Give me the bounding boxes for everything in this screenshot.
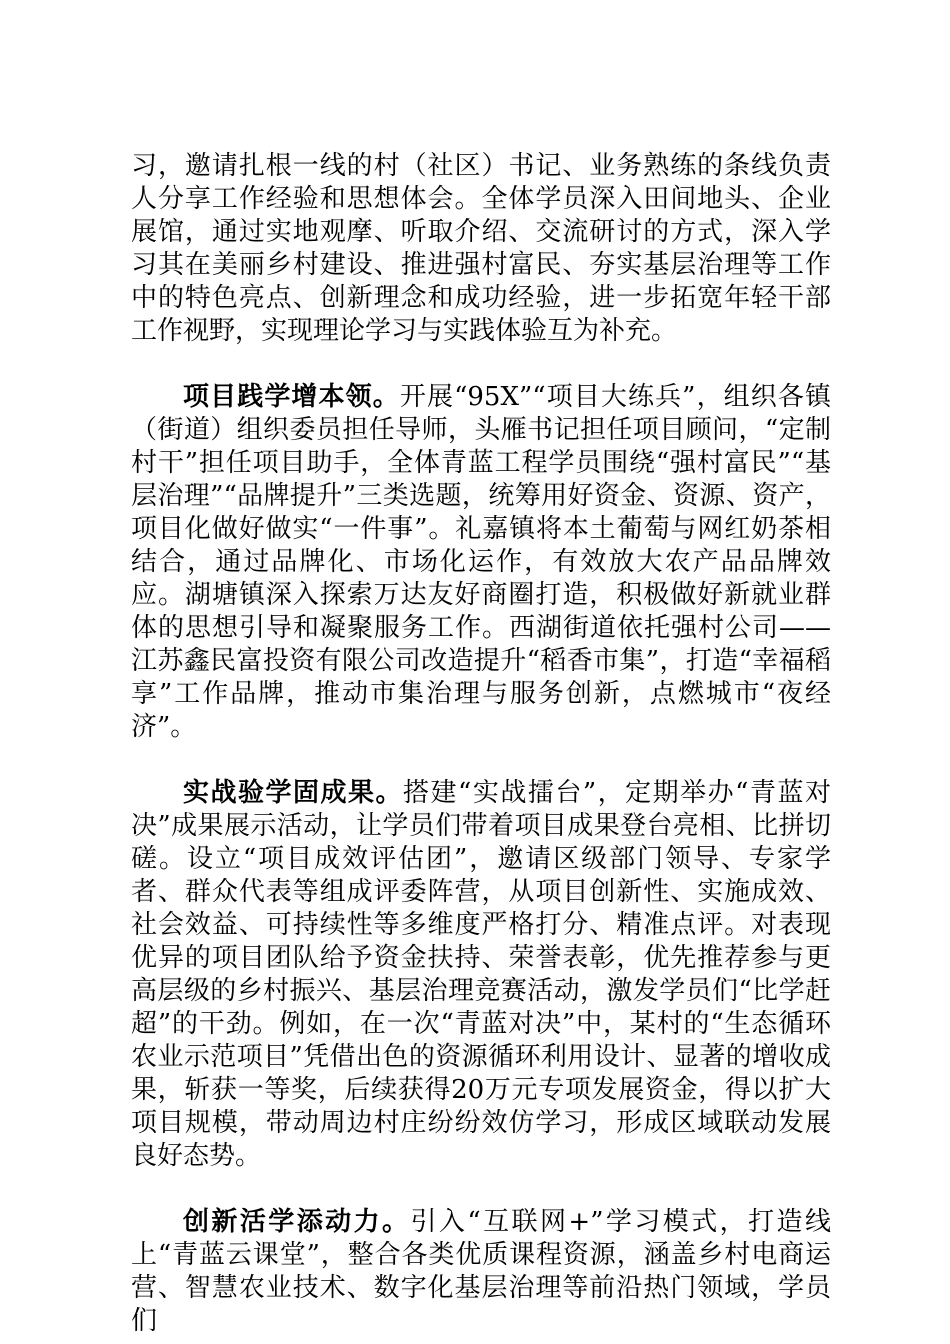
paragraph-project-practice bbox=[131, 381, 831, 744]
paragraph-text: 习，邀请扎根一线的村（社区）书记、业务熟练的条线负责人分享工作经验和思想体会。全体学员深入田间地头、企业展馆，通过实地观摩、听取介绍、交流研讨的方式，深入学习其在美丽乡村建设、推进强村富民、夯实基层治理等工作中的特色亮点、创新理念和成功经验，进一步拓宽年轻干部工作视野，实现理论学习与实践体验互为补充。 bbox=[131, 151, 831, 346]
paragraph-text: 引入“互联网+”学习模式，打造线上“青蓝云课堂”，整合各类优质课程资源，涵盖乡村电商运营、智慧农业技术、数字化基层治理等前沿热门领域，学员们 bbox=[131, 1207, 831, 1336]
document-page bbox=[131, 150, 831, 1338]
paragraph-heading: 实战验学固成果。 bbox=[183, 778, 404, 808]
paragraph-combat-verification bbox=[131, 777, 831, 1173]
paragraph-heading: 创新活学添动力。 bbox=[183, 1207, 411, 1237]
paragraph-text: 搭建“实战擂台”，定期举办“青蓝对决”成果展示活动，让学员们带着项目成果登台亮相、比拼切磋。设立“项目成效评估团”，邀请区级部门领导、专家学者、群众代表等组成评委阵营，从项目创新性、实施成效、社会效益、可持续性等多维度严格打分、精准点评。对表现优异的项目团队给予资金扶持、荣誉表彰，优先推荐参与更高层级的乡村振兴、基层治理竞赛活动，激发学员们“比学赶超”的干劲。例如，在一次“青蓝对决”中，某村的“生态循环农业示范项目”凭借出色的资源循环利用设计、显著的增收成果，斩获一等奖，后续获得20万元专项发展资金，得以扩大项目规模，带动周边村庄纷纷效仿学习，形成区域联动发展良好态势。 bbox=[131, 778, 831, 1171]
paragraph-heading: 项目践学增本领。 bbox=[183, 382, 400, 412]
paragraph-innovation-learning bbox=[131, 1206, 831, 1338]
paragraph-text: 开展“95X”“项目大练兵”，组织各镇（街道）组织委员担任导师，头雁书记担任项目顾问，“定制村干”担任项目助手，全体青蓝工程学员围绕“强村富民”“基层治理”“品牌提升”三类选题，统筹用好资金、资源、资产，项目化做好做实“一件事”。礼嘉镇将本土葡萄与网红奶茶相结合，通过品牌化、市场化运作，有效放大农产品品牌效应。湖塘镇深入探索万达友好商圈打造，积极做好新就业群体的思想引导和凝聚服务工作。西湖街道依托强村公司——江苏鑫民富投资有限公司改造提升“稻香市集”，打造“幸福稻享”工作品牌，推动市集治理与服务创新，点燃城市“夜经济”。 bbox=[131, 382, 831, 742]
paragraph-continuation bbox=[131, 150, 831, 348]
